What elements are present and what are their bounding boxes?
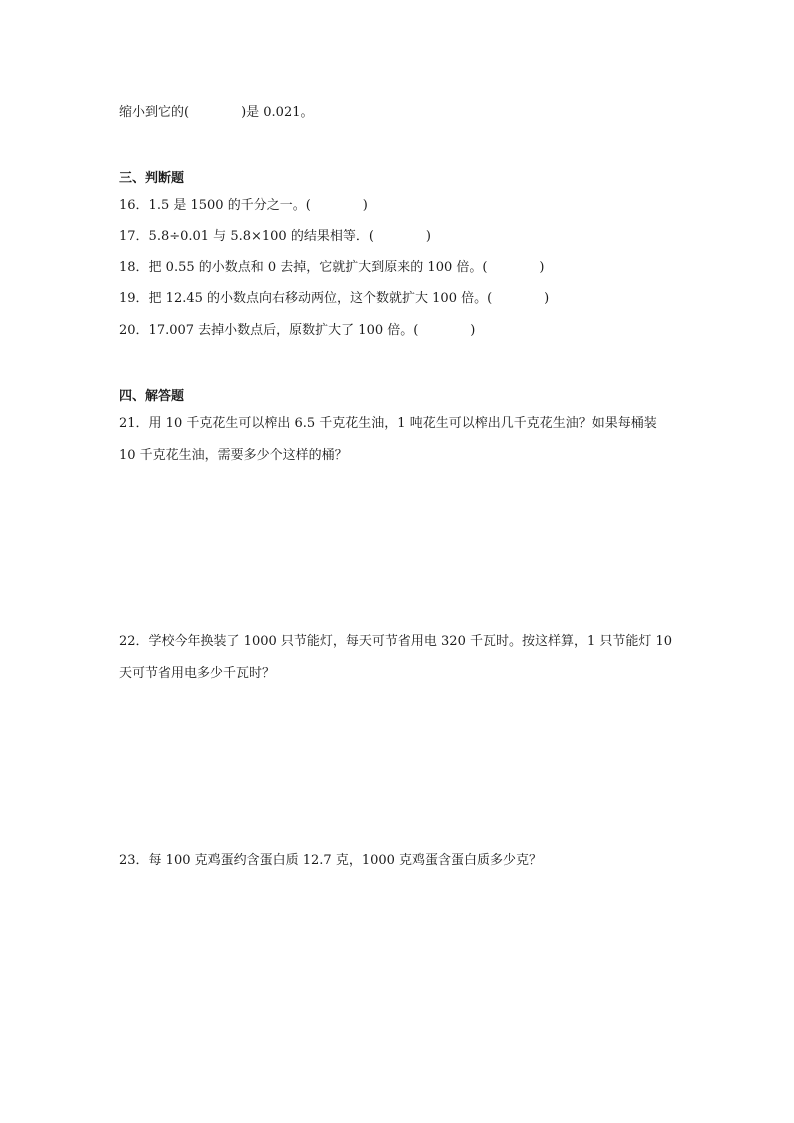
continuation-text: 缩小到它的( )是 0.021。 xyxy=(119,105,314,120)
question-22-line-1: 22．学校今年换装了 1000 只节能灯，每天可节省用电 320 千瓦时。按这样算，1 只节能灯 10 xyxy=(119,634,673,649)
question-22-line-2: 天可节省用电多少千瓦时？ xyxy=(119,666,276,681)
question-21-line-2: 10 千克花生油，需要多少个这样的桶？ xyxy=(119,448,348,463)
question-19: 19．把 12.45 的小数点向右移动两位，这个数就扩大 100 倍。( ) xyxy=(119,291,550,306)
section-3-title: 三、判断题 xyxy=(119,171,185,186)
question-16: 16．1.5 是 1500 的千分之一。( ) xyxy=(119,198,368,213)
section-4-title: 四、解答题 xyxy=(119,389,185,404)
question-18: 18．把 0.55 的小数点和 0 去掉，它就扩大到原来的 100 倍。( ) xyxy=(119,260,545,275)
question-21-line-1: 21．用 10 千克花生可以榨出 6.5 千克花生油，1 吨花生可以榨出几千克花生油？如果每桶装 xyxy=(119,416,657,431)
question-23: 23．每 100 克鸡蛋约含蛋白质 12.7 克，1000 克鸡蛋含蛋白质多少克？ xyxy=(119,853,543,868)
question-17: 17．5.8÷0.01 与 5.8×100 的结果相等．( ) xyxy=(119,229,431,244)
question-20: 20．17.007 去掉小数点后，原数扩大了 100 倍。( ) xyxy=(119,323,476,338)
